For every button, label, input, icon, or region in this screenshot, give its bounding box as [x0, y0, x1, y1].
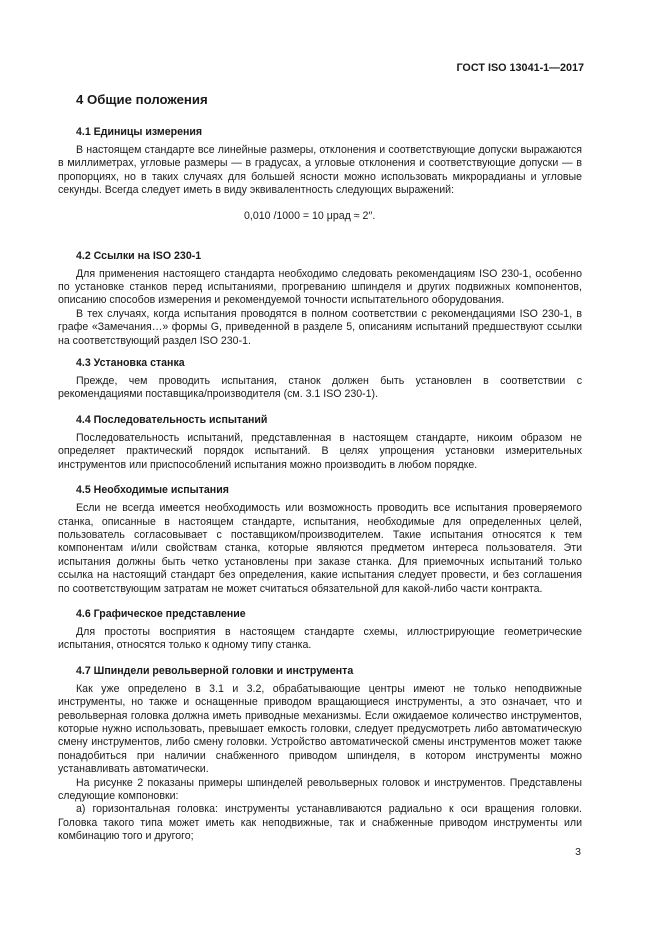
- page-body: [58, 92, 582, 844]
- section-heading-4-4: 4.4 Последовательность испытаний: [76, 413, 268, 426]
- section-heading-4-3: 4.3 Установка станка: [76, 357, 185, 370]
- list-item-a: а) горизонтальная головка: инструменты устанавливаются радиально к оси вращения головки. Головка такого типа может иметь как неподвижные, так и снабженные приводом инструменты или комбинацию того и другого;: [58, 803, 582, 843]
- paragraph: Как уже определено в 3.1 и 3.2, обрабатывающие центры имеют не только неподвижные инструменты, но также и оснащенные приводом вращающиеся инструменты, а это означает, что и револьверная головка должна иметь приводные механизмы. Если ожидаемое количество инструментов, которые нужно использовать, превышает емкость головки, следует предусмотреть либо автоматическую смену инструментов, либо смену головки. Устройство автоматической смены инструментов может также понадобиться при наличии снабженного приводом шпинделя, в котором инструменты можно устанавливать автоматически.: [58, 682, 582, 776]
- section-heading-4-5: 4.5 Необходимые испытания: [76, 484, 229, 497]
- paragraph: Последовательность испытаний, представленная в настоящем стандарте, никоим образом не определяет практический порядок испытаний. В целях упрощения установки измерительных инструментов или приспособлений испытания можно производить в любом порядке.: [58, 431, 582, 471]
- chapter-title: 4 Общие положения: [76, 92, 208, 107]
- paragraph: Для применения настоящего стандарта необходимо следовать рекомендациям ISO 230-1, особенно по установке станков перед испытаниями, прогреванию шпинделя и других подвижных компонентов, описанию способов измерения и рекомендуемой точности испытательного оборудования.: [58, 267, 582, 307]
- section-heading-4-7: 4.7 Шпиндели револьверной головки и инструмента: [76, 664, 354, 677]
- formula: 0,010 /1000 = 10 μрад ≈ 2′′.: [244, 209, 376, 222]
- paragraph: В тех случаях, когда испытания проводятся в полном соответствии с рекомендациями ISO 230-1, в графе «Замечания…» формы G, приведенной в разделе 5, описаниям испытаний предшествуют ссылки на соответствующий раздел ISO 230-1.: [58, 307, 582, 347]
- section-heading-4-6: 4.6 Графическое представление: [76, 607, 246, 620]
- section-heading-4-2: 4.2 Ссылки на ISO 230-1: [76, 249, 202, 262]
- paragraph: Для простоты восприятия в настоящем стандарте схемы, иллюстрирующие геометрические испытания, относятся только к одному типу станка.: [58, 625, 582, 652]
- paragraph: Прежде, чем проводить испытания, станок должен быть установлен в соответствии с рекомендациями поставщика/производителя (см. 3.1 ISO 230-1).: [58, 375, 582, 401]
- paragraph: В настоящем стандарте все линейные размеры, отклонения и соответствующие допуски выражаются в миллиметрах, угловые размеры — в градусах, а угловые отклонения и соответствующие допуски — в пропорциях, но в таких случаях для большей ясности можно использовать микрорадианы и угловые секунды. Всегда следует иметь в виду эквивалентность следующих выражений:: [58, 144, 582, 197]
- paragraph: На рисунке 2 показаны примеры шпинделей револьверных головок и инструментов. Представлены следующие компоновки:: [58, 776, 582, 802]
- document-id-header: ГОСТ ISO 13041-1—2017: [456, 62, 584, 74]
- page-number: 3: [575, 846, 581, 858]
- paragraph: Если не всегда имеется необходимость или возможность проводить все испытания проверяемого станка, описанные в настоящем стандарте, испытания, необходимые для определенных целей, пользователь согласовывает с поставщиком/производителем. Такие испытания относятся к тем компонентам и/или свойствам станка, которые являются предметом интереса пользователя. Эти испытания должны быть четко установлены при заказе станка. Для приемочных испытаний только ссылка на настоящий стандарт без определения, какие испытания следует провести, и без соглашения по соответствующим затратам не может считаться обязательной для какой-либо части контракта.: [58, 502, 582, 595]
- section-heading-4-1: 4.1 Единицы измерения: [76, 126, 203, 138]
